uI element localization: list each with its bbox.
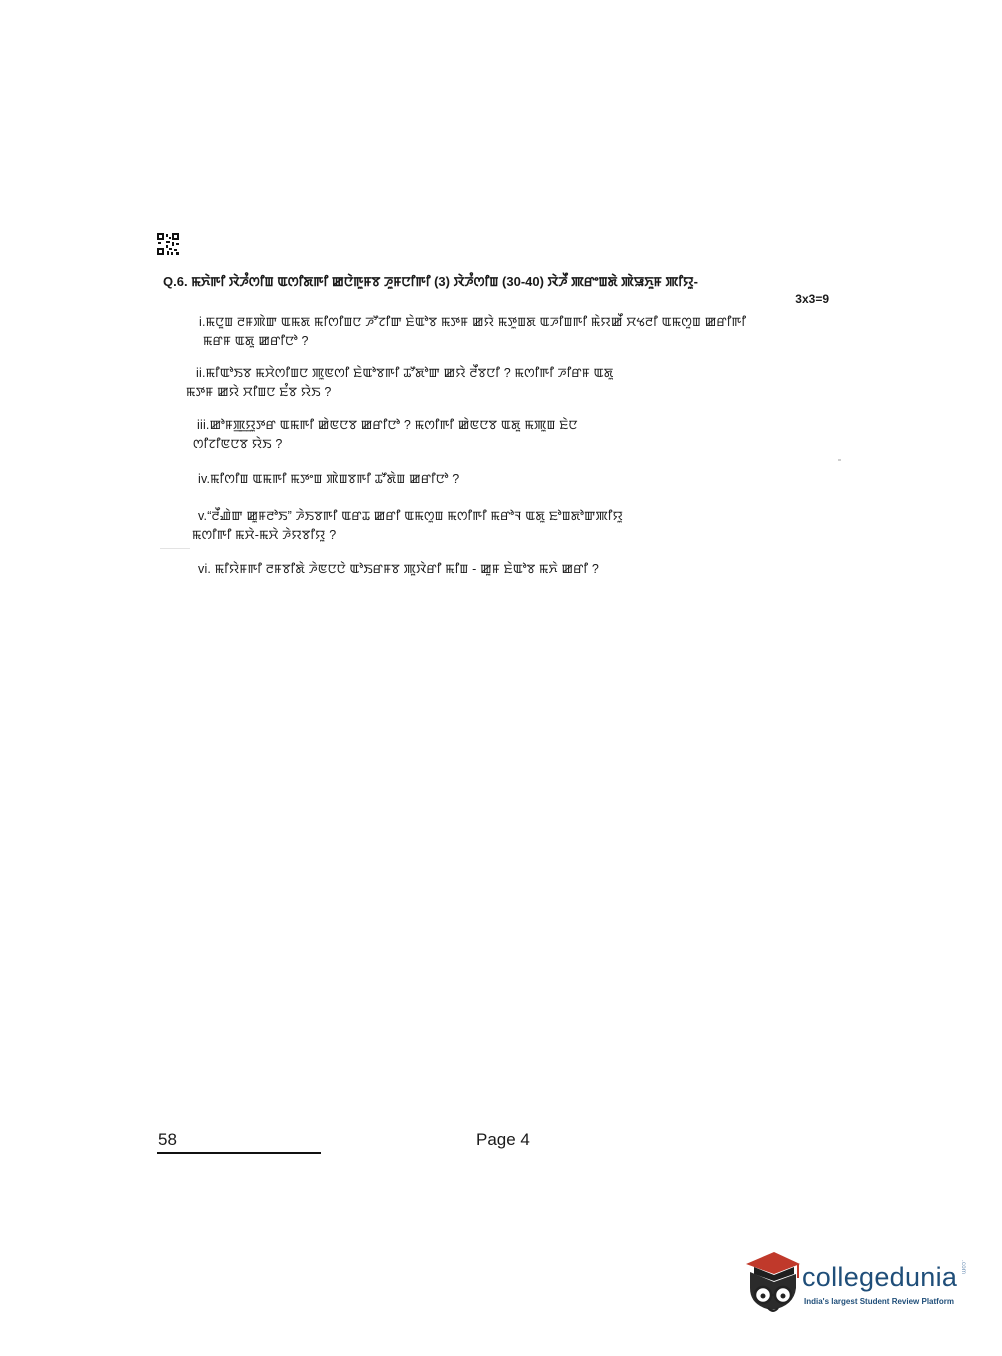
footer-divider [157,1152,321,1154]
logo-name-text: collegedunia [802,1262,958,1292]
marks-allocation: 3x3=9 [795,292,829,306]
sub-question-text: ii.ꯃꯤꯑꯣꯏꯕ ꯃꯆꯥꯁꯤꯡꯅ ꯄꯨꯟꯁꯤ ꯐꯥꯑꯣꯕꯒꯤ ꯊꯧꯗꯣꯛ ꯀꯌꯥ ꯂꯩꯕꯅꯤ ? ꯃꯁꯤꯒꯤ ꯍꯤꯔꯝ ꯑꯗꯨ [196,366,614,380]
sub-question-text-cont: ꯁꯤꯖꯤꯟꯅꯕ ꯌꯥꯏ ? [193,437,283,451]
sub-question-text-cont: ꯃꯔꯝ ꯑꯗꯨ ꯀꯔꯤꯅꯣ ? [203,334,309,348]
logo-suffix: .com [960,1260,966,1275]
sub-question-text: vi. ꯃꯤꯌꯥꯝꯒꯤ ꯂꯝꯕꯤꯗꯥ ꯍꯥꯟꯅꯅꯥ ꯑꯣꯏꯔꯝꯕ ꯄꯨꯋꯥꯔꯤ ꯃꯤꯡ - ꯀꯨꯝ ꯐꯥꯑꯣꯕ ꯃꯈꯥ ꯀꯔꯤ ? [198,562,600,576]
scan-artifact-line [160,548,190,549]
logo-wordmark [802,1260,966,1293]
sub-question-text: i.ꯃꯅꯨꯡ ꯂꯝꯄꯥꯛ ꯑꯃꯗ ꯃꯤꯁꯤꯡꯅ ꯍꯧꯖꯤꯛ ꯐꯥꯑꯣꯕ ꯃꯇꯝ ꯀꯌꯥ ꯃꯇꯨꯡꯗ ꯑꯍꯤꯡꯒꯤ ꯃꯥꯌꯀꯩ ꯆꯠꯂꯤ ꯑꯃꯁꯨꯡ ꯀꯔꯤꯒꯤ [199,315,747,329]
scan-artifact-speck [838,459,841,461]
logo-tagline: India's largest Student Review Platform [804,1297,954,1306]
footer-number: 58 [158,1130,177,1149]
sub-question-text-cont: ꯃꯁꯤꯒꯤ ꯃꯆꯥ-ꯃꯆꯥ ꯍꯥꯌꯕꯤꯌꯨ ? [192,528,337,542]
sub-question-ii [186,364,614,402]
sub-question-vi [198,560,599,579]
question-number: Q.6. [163,274,188,289]
sub-question-text-cont: ꯃꯇꯝ ꯀꯌꯥ ꯆꯤꯡꯅ ꯐꯪꯕ ꯌꯥꯏ ? [186,385,332,399]
sub-question-iii [193,416,578,454]
sub-question-text: v.“ꯂꯩꯉꯥꯛ ꯀꯨꯝꯂꯣꯏ” ꯍꯥꯏꯕꯒꯤ ꯑꯔꯊ ꯀꯔꯤ ꯑꯃꯁꯨꯡ ꯃꯁꯤꯒꯤ ꯃꯔꯣꯜ ꯑꯗꯨ ꯐꯣꯡꯗꯣꯛꯄꯤꯌꯨ [198,509,623,523]
question-block [163,272,843,306]
qr-code-icon [157,233,179,255]
question-heading [163,272,843,292]
sub-question-i [199,313,746,351]
sub-question-text: iv.ꯃꯤꯁꯤꯡ ꯑꯃꯒꯤ ꯃꯇꯦꯡ ꯄꯥꯡꯕꯒꯤ ꯊꯧꯗꯥꯡ ꯀꯔꯤꯅꯣ ? [198,472,460,486]
question-prompt: ꯃꯈꯥꯒꯤ ꯋꯥꯍꯪꯁꯤꯡ ꯑꯁꯤꯗꯒꯤ ꯀꯅꯥꯒꯨꯝꯕ ꯍꯨꯝꯅꯤꯒꯤ (3) ꯋꯥꯍꯪꯁꯤꯡ (30-40) ꯋꯥꯍꯩ ꯄꯔꯦꯡꯗꯥ ꯄꯥꯎꯈꯨꯝ ꯄꯤꯌꯨ- [191,274,698,289]
sub-question-iv [198,470,459,489]
collegedunia-logo [742,1248,972,1320]
sub-question-v [192,507,623,545]
sub-question-text: iii.ꯀꯣꯝꯄ꯭ꯌꯨꯇꯔ ꯑꯃꯒꯤ ꯀꯥꯟꯅꯕ ꯀꯔꯤꯅꯣ ? ꯃꯁꯤꯒꯤ ꯀꯥꯟꯅꯕ ꯑꯗꯨ ꯃꯄꯨꯡ ꯐꯥꯅ [197,418,578,432]
page-number: Page 4 [476,1130,530,1149]
mascot-icon [742,1248,802,1320]
